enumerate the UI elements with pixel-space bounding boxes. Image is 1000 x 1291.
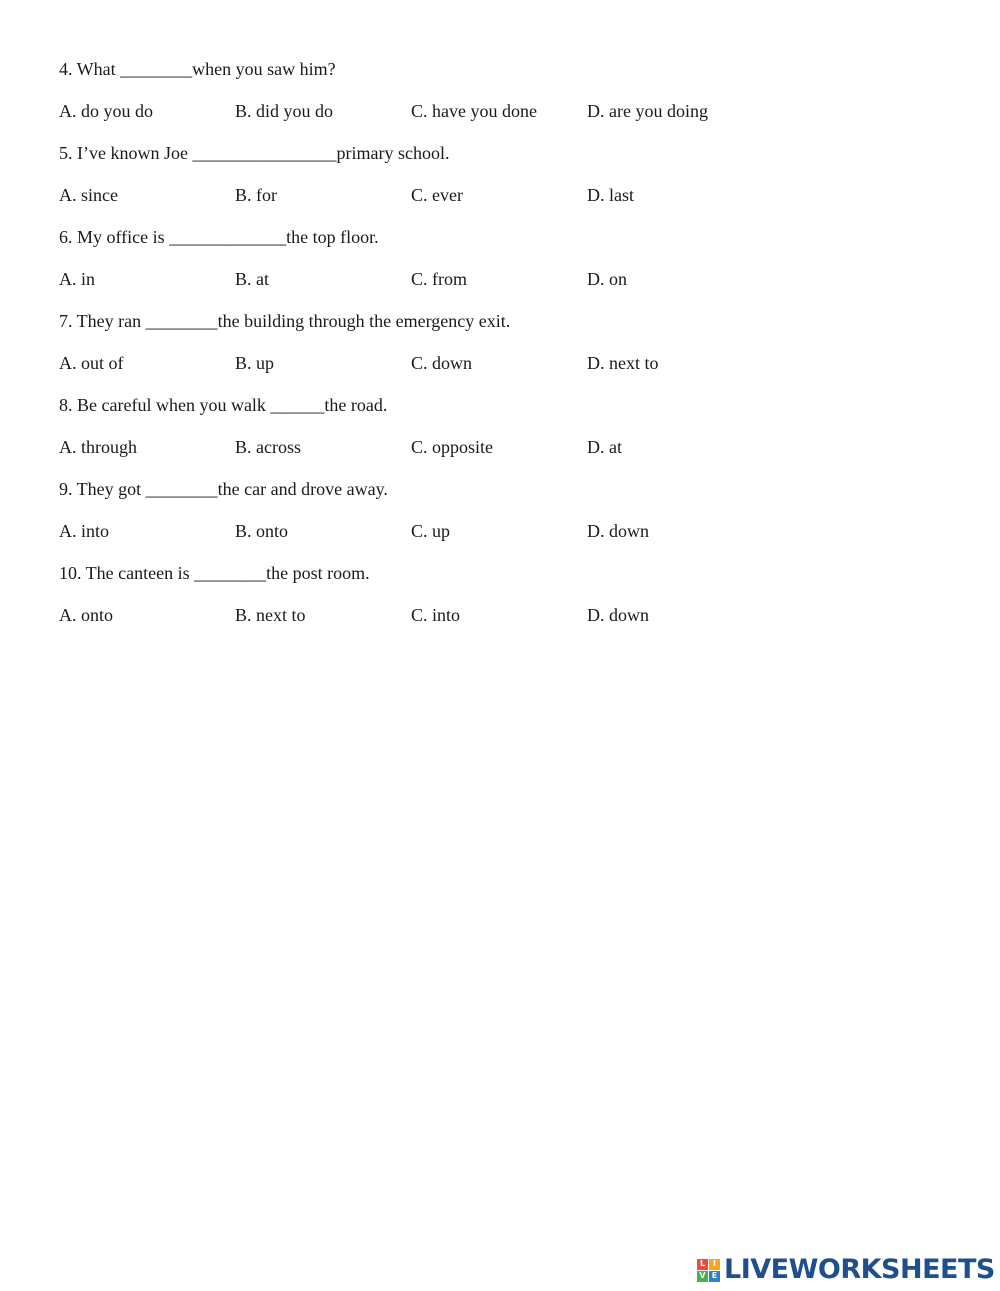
option-b: B. next to xyxy=(235,605,306,625)
option-b: B. at xyxy=(235,269,269,289)
liveworksheets-logo-icon xyxy=(697,1259,720,1282)
option-a: A. in xyxy=(59,269,95,289)
question-text: 5. I’ve known Joe ________________primary school. xyxy=(59,143,450,163)
question-6 xyxy=(59,225,959,291)
options-row xyxy=(59,603,959,627)
option-d: D. down xyxy=(587,521,649,541)
question-text: 8. Be careful when you walk ______the road. xyxy=(59,395,388,415)
logo-letter-i: I xyxy=(709,1259,720,1270)
options-row xyxy=(59,351,959,375)
option-a: A. out of xyxy=(59,353,124,373)
option-a: A. since xyxy=(59,185,118,205)
options-row xyxy=(59,519,959,543)
question-4 xyxy=(59,57,959,123)
option-c: C. have you done xyxy=(411,101,537,121)
option-b: B. did you do xyxy=(235,101,334,121)
question-8 xyxy=(59,393,959,459)
option-b: B. up xyxy=(235,353,275,373)
question-7 xyxy=(59,309,959,375)
option-d: D. next to xyxy=(587,353,659,373)
option-a: A. through xyxy=(59,437,137,457)
option-c: C. up xyxy=(411,521,451,541)
question-10 xyxy=(59,561,959,627)
option-a: A. onto xyxy=(59,605,113,625)
options-row xyxy=(59,99,959,123)
question-9 xyxy=(59,477,959,543)
question-text: 4. What ________when you saw him? xyxy=(59,59,336,79)
options-row xyxy=(59,435,959,459)
option-d: D. last xyxy=(587,185,634,205)
logo-letter-e: E xyxy=(709,1271,720,1282)
question-text: 7. They ran ________the building through the emergency exit. xyxy=(59,311,511,331)
liveworksheets-brand xyxy=(697,1254,995,1286)
options-row xyxy=(59,183,959,207)
question-text: 6. My office is _____________the top floor. xyxy=(59,227,379,247)
logo-letter-v: V xyxy=(697,1271,708,1282)
option-b: B. onto xyxy=(235,521,289,541)
option-c: C. ever xyxy=(411,185,463,205)
question-text: 9. They got ________the car and drove away. xyxy=(59,479,388,499)
option-a: A. into xyxy=(59,521,110,541)
option-c: C. down xyxy=(411,353,473,373)
option-a: A. do you do xyxy=(59,101,153,121)
option-b: B. across xyxy=(235,437,301,457)
option-c: C. opposite xyxy=(411,437,494,457)
options-row xyxy=(59,267,959,291)
option-d: D. on xyxy=(587,269,627,289)
worksheet-content xyxy=(59,57,959,645)
question-text: 10. The canteen is ________the post room. xyxy=(59,563,370,583)
logo-letter-l: L xyxy=(697,1259,708,1270)
option-b: B. for xyxy=(235,185,277,205)
question-5 xyxy=(59,141,959,207)
option-d: D. at xyxy=(587,437,622,457)
option-d: D. down xyxy=(587,605,649,625)
brand-name: LIVEWORKSHEETS xyxy=(724,1254,995,1285)
option-c: C. into xyxy=(411,605,461,625)
option-c: C. from xyxy=(411,269,467,289)
option-d: D. are you doing xyxy=(587,101,708,121)
